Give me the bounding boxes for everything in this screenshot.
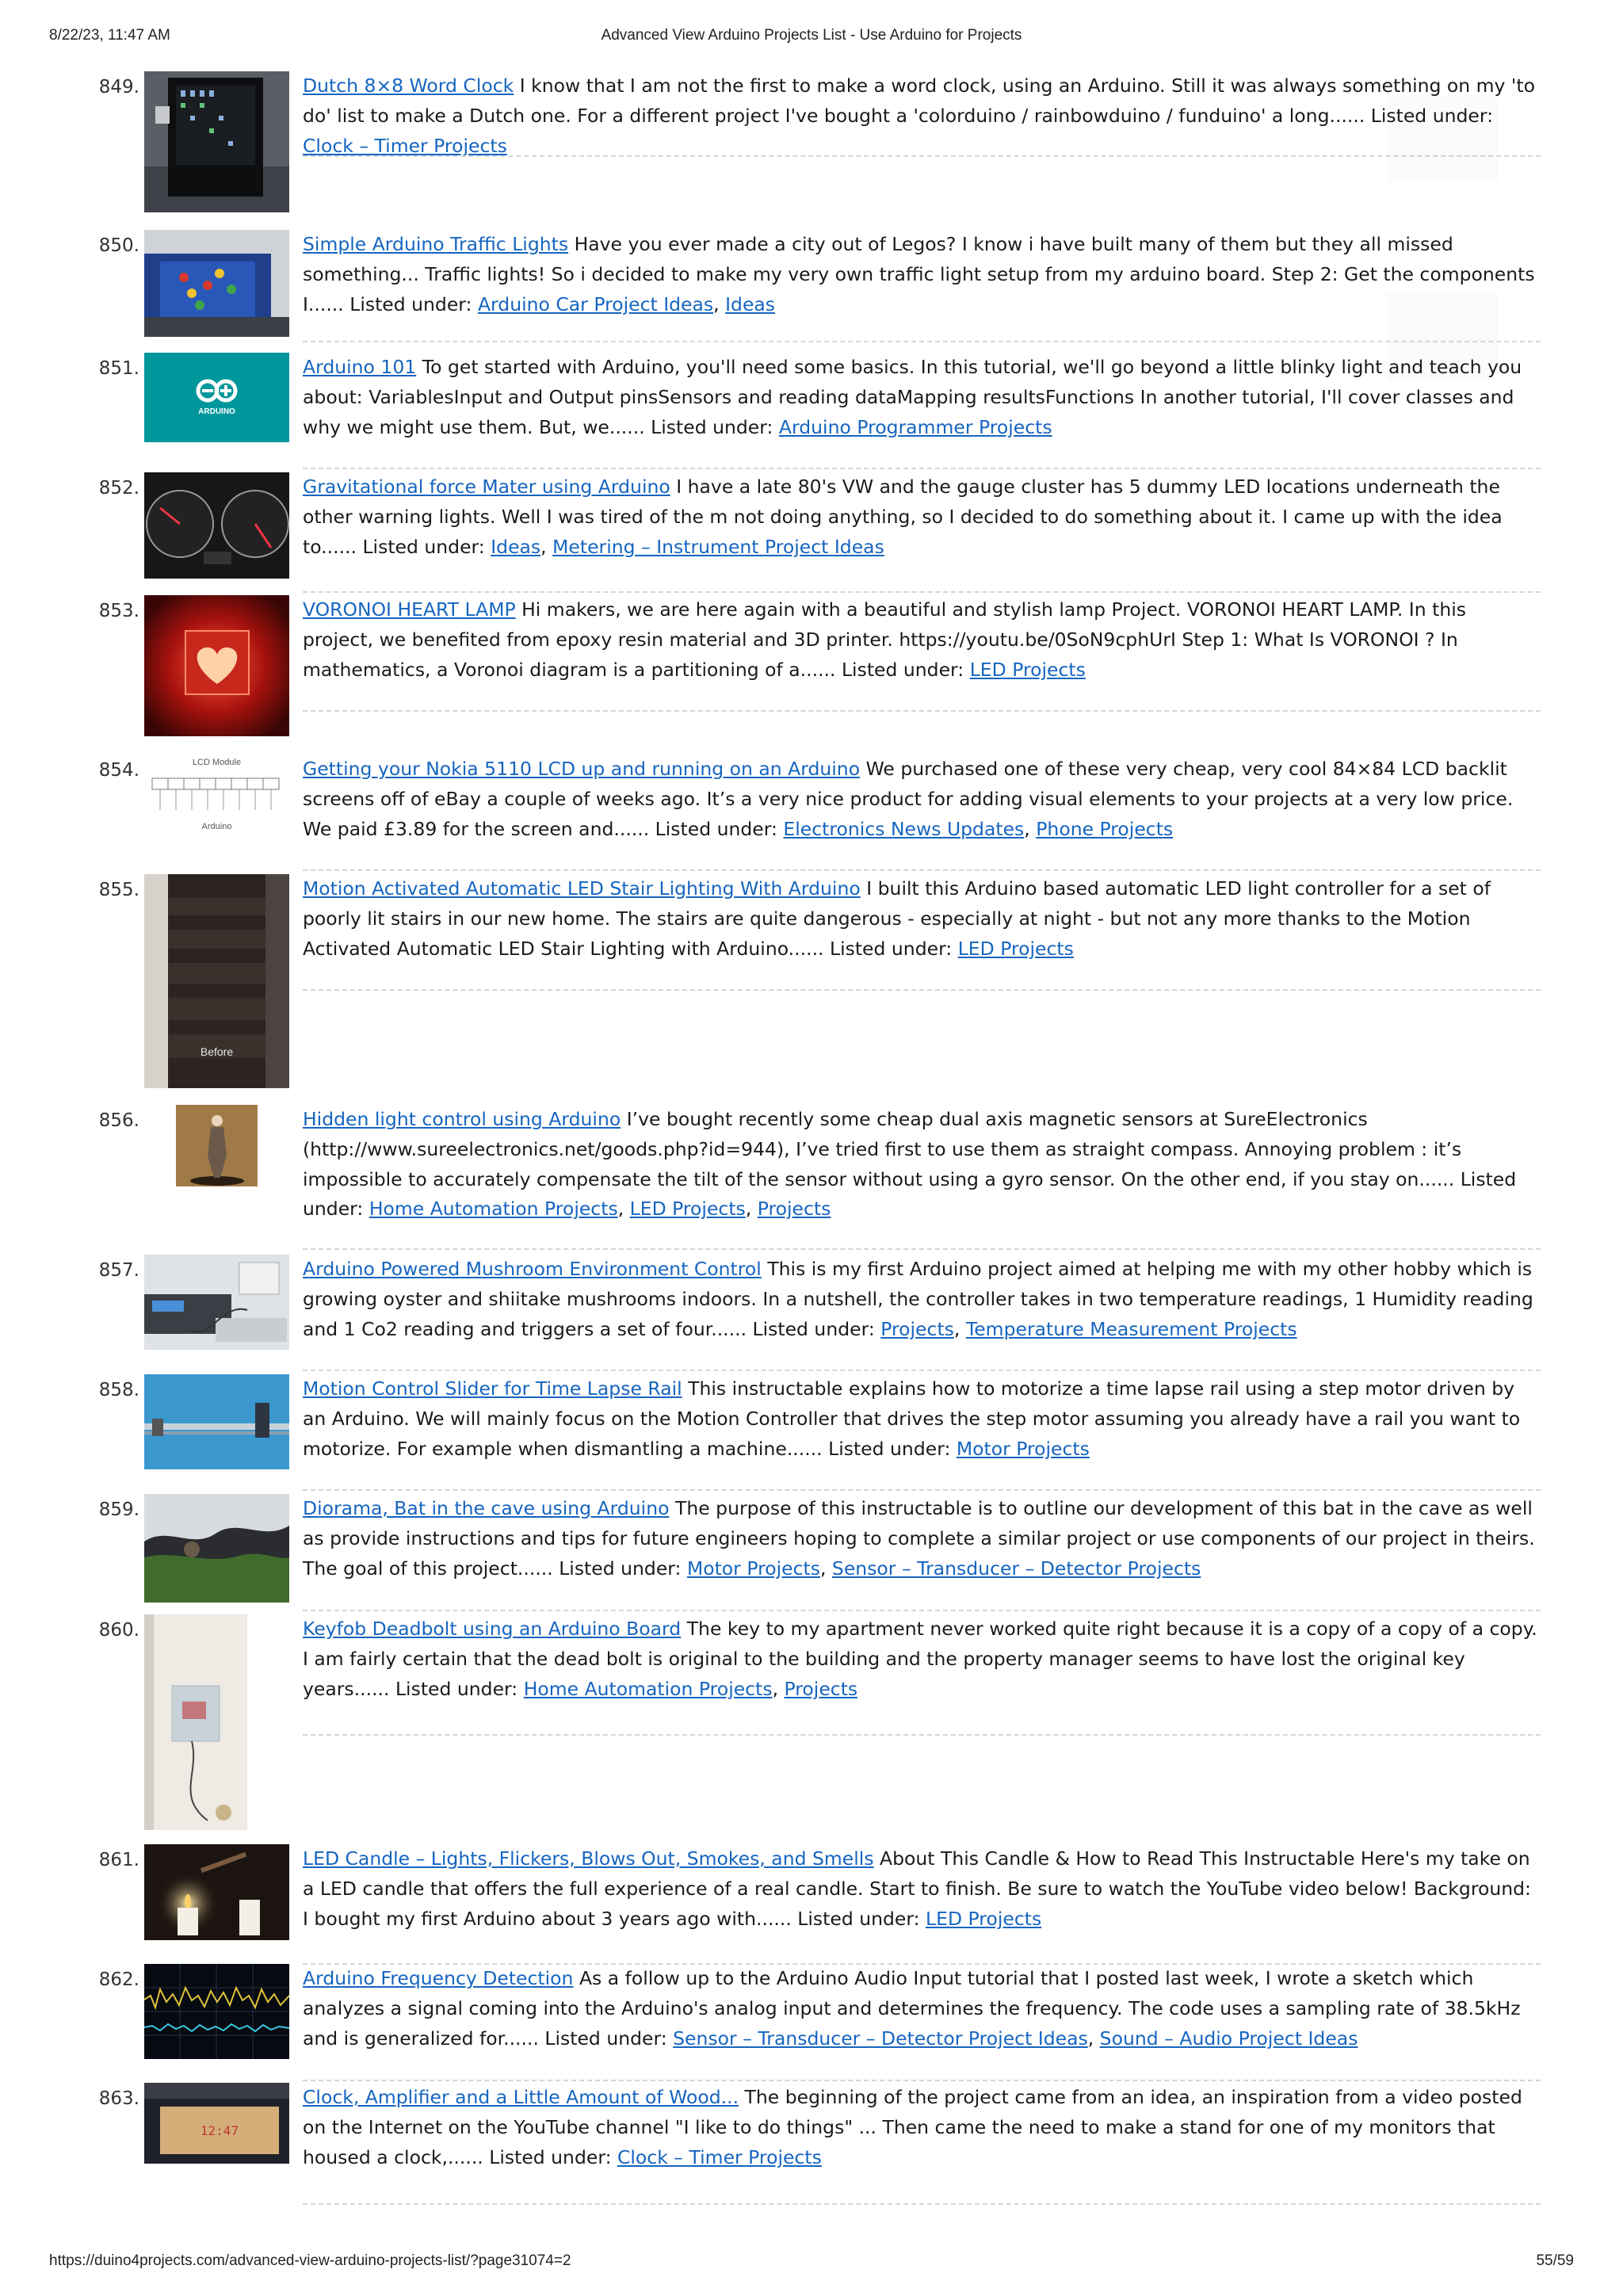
item-description: Diorama, Bat in the cave using Arduino The purpose of this instructable is to outline our development of this bat in the cave as well as provide instructions and tips for future engineers hoping to complete a similar project or use components of our project in theirs. The goal of this project...... Listed under: Motor Projects, Sensor – Transducer – Detector Projects [303, 1497, 1535, 1580]
project-thumbnail[interactable] [176, 1105, 258, 1186]
item-description [303, 874, 1541, 964]
category-link[interactable]: Projects [880, 1317, 954, 1340]
category-link[interactable]: LED Projects [629, 1198, 746, 1221]
item-title-link[interactable]: Hidden light control using Arduino [303, 1108, 621, 1130]
print-header [0, 27, 1623, 51]
separator [303, 2203, 1541, 2205]
separator [303, 869, 1541, 871]
item-text: I have a late 80's VW and the gauge cluster has 5 dummy LED locations underneath the other warning lights. Well I was tired of the m not doing anything, so I decided to do something about it. I came up with the idea to...... Listed under: [303, 476, 1503, 558]
print-datetime: 8/22/23, 11:47 AM [49, 27, 170, 44]
category-link[interactable]: LED Projects [926, 1907, 1042, 1930]
clock-readout: 12:47 [200, 2123, 239, 2138]
item-number: 855. [98, 880, 139, 900]
separator [303, 1370, 1541, 1371]
category-link[interactable]: Electronics News Updates [783, 817, 1025, 840]
item-number: 860. [98, 1620, 139, 1641]
category-link[interactable]: Clock – Timer Projects [617, 2145, 822, 2168]
item-number: 849. [98, 77, 139, 97]
item-description [303, 595, 1541, 685]
item-text: About This Candle & How to Read This Instructable Here's my take on a LED candle that offers the full experience of a real candle. Start to finish. Be sure to watch the YouTube video below! Background: I bought my first Arduino about 3 years ago with...... Listed under: [303, 1847, 1531, 1930]
item-text: Have you ever made a city out of Legos? I know i have built many of them but they all missed something... Traffic lights! So i decided to make my very own traffic light setup from my arduino board. Step 2: Get the components I...... Listed under: [303, 233, 1535, 315]
item-description: Gravitational force Mater using Arduino I have a late 80's VW and the gauge cluster has 5 dummy LED locations underneath the other warning lights. Well I was tired of the m not doing anything, so I decided to do something about it. I came up with the idea to...... Listed under: Ideas, Metering – Instrument Project Ideas [303, 476, 1503, 558]
category-link[interactable]: Projects [757, 1198, 831, 1221]
item-title-link[interactable]: Arduino 101 [303, 356, 417, 378]
item-number: 858. [98, 1380, 139, 1400]
item-title-link[interactable]: Diorama, Bat in the cave using Arduino [303, 1497, 670, 1519]
item-text: To get started with Arduino, you'll need some basics. In this tutorial, we'll go beyond a little blinky light and teach you about: VariablesInput and Output pinsSensors and reading dataMapping resultsFunctions In another tutorial, I'll cover classes and why we might use them. But, we...... Listed under: [303, 356, 1522, 438]
item-number: 851. [98, 358, 139, 379]
project-thumbnail[interactable] [144, 353, 289, 442]
item-title-link[interactable]: LED Candle – Lights, Flickers, Blows Out, Smokes, and Smells [303, 1847, 874, 1870]
item-description [303, 1374, 1541, 1464]
category-link[interactable]: Phone Projects [1036, 817, 1174, 840]
category-link[interactable]: Ideas [725, 292, 776, 315]
item-number: 856. [98, 1110, 139, 1131]
category-link[interactable]: Motor Projects [686, 1557, 820, 1580]
separator [303, 591, 1541, 593]
item-title-link[interactable]: Getting your Nokia 5110 LCD up and running on an Arduino [303, 758, 861, 780]
print-page-number: 55/59 [1536, 2252, 1574, 2269]
project-thumbnail[interactable] [144, 472, 289, 579]
item-number: 862. [98, 1969, 139, 1990]
category-link[interactable]: Arduino Car Project Ideas [477, 292, 714, 315]
item-number: 859. [98, 1499, 139, 1520]
item-text: The key to my apartment never worked quite right because it is a copy of a copy of a copy. I am fairly certain that the dead bolt is original to the building and the property manager seems to have lost the original key years...... Listed under: [303, 1618, 1537, 1700]
item-title-link[interactable]: Clock, Amplifier and a Little Amount of Wood... [303, 2086, 739, 2108]
category-link[interactable]: Sensor – Transducer – Detector Project Ideas [673, 2027, 1088, 2050]
item-text: I’ve bought recently some cheap dual axis magnetic sensors at SureElectronics (http://www.sureelectronics.net/goods.php?id=944), I’ve tried first to use them as straight compass. Annoying problem : it’s impossible to accurately compensate the tilt of the sensor without using a gyro sensor. On the other end, if you stay on...... Listed under: [303, 1108, 1517, 1221]
separator [303, 155, 1541, 157]
item-description: Arduino Powered Mushroom Environment Control This is my first Arduino project aimed at helping me with my other hobby which is growing oyster and shiitake mushrooms indoors. In a nutshell, the controller takes in two temperature readings, 1 Humidity reading and 1 Co2 reading and triggers a set of four...... Listed under: Projects, Temperature Measurement Projects [303, 1258, 1533, 1340]
item-number: 852. [98, 478, 139, 499]
item-description: Simple Arduino Traffic Lights Have you ever made a city out of Legos? I know i have built many of them but they all missed something... Traffic lights! So i decided to make my very own traffic light setup from my arduino board. Step 2: Get the components I...... Listed under: Arduino Car Project Ideas, Ideas [303, 233, 1535, 315]
separator [303, 341, 1541, 342]
item-number: 861. [98, 1850, 139, 1870]
arduino-logo-text: ARDUINO [198, 407, 235, 416]
item-description [303, 1844, 1541, 1934]
category-link[interactable]: Metering – Instrument Project Ideas [552, 535, 884, 558]
category-link[interactable]: Sound – Audio Project Ideas [1099, 2027, 1358, 2050]
item-title-link[interactable]: Arduino Powered Mushroom Environment Control [303, 1258, 762, 1280]
item-description [303, 353, 1541, 442]
project-thumbnail[interactable] [144, 71, 289, 212]
category-link[interactable]: Ideas [491, 535, 541, 558]
project-thumbnail[interactable] [144, 230, 289, 337]
item-description: Keyfob Deadbolt using an Arduino Board The key to my apartment never worked quite right because it is a copy of a copy of a copy. I am fairly certain that the dead bolt is original to the building and the property manager seems to have lost the original key years...... Listed under: Home Automation Projects, Projects [303, 1618, 1537, 1700]
print-footer [0, 2252, 1623, 2276]
print-url: https://duino4projects.com/advanced-view-arduino-projects-list/?page31074=2 [49, 2252, 571, 2269]
category-link[interactable]: LED Projects [969, 658, 1086, 681]
separator [303, 2080, 1541, 2081]
item-title-link[interactable]: Dutch 8×8 Word Clock [303, 74, 514, 97]
category-link[interactable]: Home Automation Projects [369, 1198, 618, 1221]
project-thumbnail[interactable] [144, 1844, 289, 1940]
category-link[interactable]: LED Projects [957, 937, 1074, 960]
item-number: 863. [98, 2088, 139, 2109]
item-description: Hidden light control using Arduino I’ve bought recently some cheap dual axis magnetic sensors at SureElectronics (http://www.sureelectronics.net/goods.php?id=944), I’ve tried first to use them as straight compass. Annoying problem : it’s impossible to accurately compensate the tilt of the sensor without using a gyro sensor. On the other end, if you stay on...... Listed under: Home Automation Projects, LED Projects, Projects [303, 1108, 1517, 1221]
item-title-link[interactable]: Gravitational force Mater using Arduino [303, 476, 670, 498]
project-thumbnail[interactable] [144, 595, 289, 736]
separator [303, 1248, 1541, 1250]
project-thumbnail[interactable] [144, 1614, 247, 1830]
separator [303, 1610, 1541, 1611]
item-title-link[interactable]: Motion Activated Automatic LED Stair Lighting With Arduino [303, 877, 861, 900]
item-description: Getting your Nokia 5110 LCD up and running on an Arduino We purchased one of these very cheap, very cool 84×84 LCD backlit screens off of eBay a couple of weeks ago. It’s a very nice product for adding visual elements to your projects at a very low price. We paid £3.89 for the screen and...... Listed under: Electronics News Updates, Phone Projects [303, 758, 1514, 840]
project-thumbnail[interactable] [144, 755, 289, 834]
item-title-link[interactable]: VORONOI HEART LAMP [303, 598, 516, 621]
print-page-title: Advanced View Arduino Projects List - Use Arduino for Projects [601, 27, 1022, 44]
separator [303, 989, 1541, 991]
project-thumbnail[interactable] [144, 1255, 289, 1350]
category-link[interactable]: Sensor – Transducer – Detector Projects [831, 1557, 1201, 1580]
item-title-link[interactable]: Arduino Frequency Detection [303, 1967, 574, 1989]
item-description [303, 71, 1541, 161]
category-link[interactable]: Temperature Measurement Projects [965, 1317, 1297, 1340]
item-number: 857. [98, 1260, 139, 1281]
category-link[interactable]: Clock – Timer Projects [303, 134, 507, 157]
item-text: Hi makers, we are here again with a beautiful and stylish lamp Project. VORONOI HEART LAMP. In this project, we benefited from epoxy resin material and 3D printer. https://youtu.be/0SoN9cphUrI Step 1: What Is VORONOI ? In mathematics, a Voronoi diagram is a partitioning of a...... Listed under: [303, 598, 1466, 681]
category-link[interactable]: Projects [784, 1677, 858, 1700]
item-text: The beginning of the project came from an idea, an inspiration from a video posted on the Internet on the YouTube channel "I like to do things" ... Then came the need to make a stand for one of my monitors that housed a clock,...... Listed under: [303, 2086, 1522, 2168]
lcd-module-label: LCD Module [192, 758, 242, 767]
item-text: The purpose of this instructable is to outline our development of this bat in the cave as well as provide instructions and tips for future engineers hoping to complete a similar project or use components of our project in theirs. The goal of this project...... Listed under: [303, 1497, 1535, 1580]
separator [303, 1734, 1541, 1736]
item-description [303, 2083, 1541, 2172]
item-text: We purchased one of these very cheap, very cool 84×84 LCD backlit screens off of eBay a couple of weeks ago. It’s a very nice product for adding visual elements to your projects at a very low price. We paid £3.89 for the screen and...... Listed under: [303, 758, 1514, 840]
item-text: This instructable explains how to motorize a time lapse rail using a step motor driven by an Arduino. We will mainly focus on the Motion Controller that drives the step motor assuming you already have a rail you want to motorize. For example when dismantling a machine...... Listed under: [303, 1377, 1521, 1460]
item-number: 850. [98, 235, 139, 256]
item-number: 853. [98, 601, 139, 621]
item-text: I know that I am not the first to make a word clock, using an Arduino. Still it was always something on my 'to do' list to make a Dutch one. For a different project I've bought a 'colorduino / rainbowduino / funduino' a long...... Listed under: [303, 74, 1535, 127]
arduino-label: Arduino [201, 822, 232, 831]
separator [303, 1489, 1541, 1491]
category-link[interactable]: Home Automation Projects [523, 1677, 773, 1700]
item-title-link[interactable]: Keyfob Deadbolt using an Arduino Board [303, 1618, 682, 1640]
item-title-link[interactable]: Motion Control Slider for Time Lapse Rail [303, 1377, 682, 1400]
project-thumbnail[interactable] [144, 1964, 289, 2059]
project-thumbnail[interactable] [144, 2083, 289, 2164]
separator [303, 710, 1541, 712]
item-description: Arduino Frequency Detection As a follow up to the Arduino Audio Input tutorial that I posted last week, I wrote a sketch which analyzes a signal coming into the Arduino's analog input and determines the frequency. The code uses a sampling rate of 38.5kHz and is generalized for...... Listed under: Sensor – Transducer – Detector Project Ideas, Sound – Audio Project Ideas [303, 1967, 1521, 2050]
item-title-link[interactable]: Simple Arduino Traffic Lights [303, 233, 569, 255]
before-label: Before [200, 1045, 234, 1058]
item-text: As a follow up to the Arduino Audio Input tutorial that I posted last week, I wrote a sketch which analyzes a signal coming into the Arduino's analog input and determines the frequency. The code uses a sampling rate of 38.5kHz and is generalized for...... Listed under: [303, 1967, 1521, 2050]
item-number: 854. [98, 760, 139, 781]
project-thumbnail[interactable] [144, 874, 289, 1088]
item-text: This is my first Arduino project aimed at helping me with my other hobby which is growing oyster and shiitake mushrooms indoors. In a nutshell, the controller takes in two temperature readings, 1 Humidity reading and 1 Co2 reading and triggers a set of four...... Listed under: [303, 1258, 1533, 1340]
category-link[interactable]: Arduino Programmer Projects [778, 415, 1052, 438]
category-link[interactable]: Motor Projects [956, 1437, 1090, 1460]
project-thumbnail[interactable] [144, 1374, 289, 1469]
project-thumbnail[interactable] [144, 1494, 289, 1603]
item-text: I built this Arduino based automatic LED light controller for a set of poorly lit stairs in our new home. The stairs are quite dangerous - especially at night - but not any more thanks to the Motion Activated Automatic LED Stair Lighting with Arduino...... Listed under: [303, 877, 1491, 960]
separator [303, 468, 1541, 469]
